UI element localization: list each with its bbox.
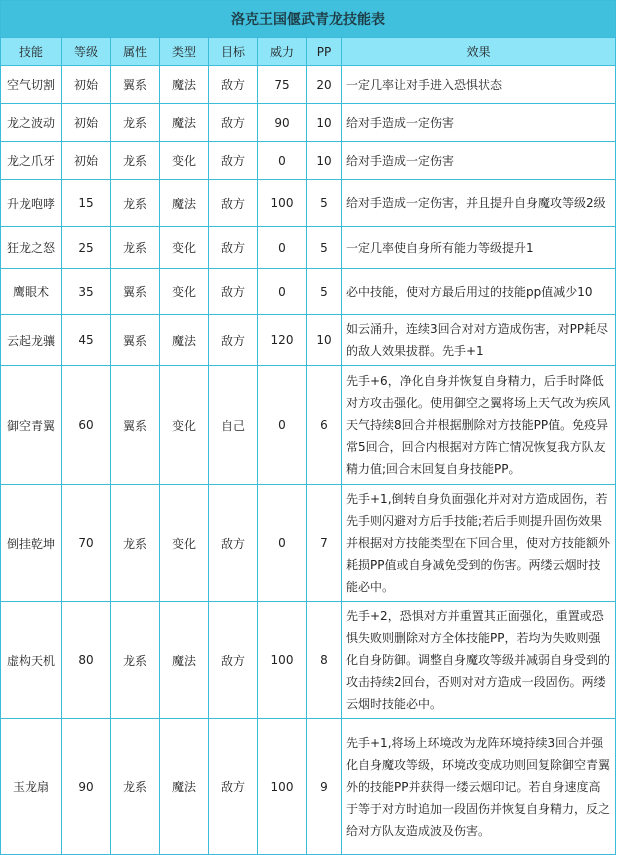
skill-attribute: 龙系 bbox=[111, 180, 160, 227]
skill-attribute: 翼系 bbox=[111, 315, 160, 366]
skill-name: 鹰眼术 bbox=[1, 269, 62, 315]
skill-power: 90 bbox=[258, 104, 307, 142]
header-power: 威力 bbox=[258, 38, 307, 66]
skill-effect: 先手+2，恐惧对方并重置其正面强化，重置或恐惧失败则删除对方全体技能PP，若均为失败则强化自身防御。调整自身魔攻等级并减弱自身受到的攻击持续2回台，否则对对方造成一段固伤。两缕云烟时技能必中。 bbox=[342, 602, 616, 719]
table-title: 洛克王国偃武青龙技能表 bbox=[1, 1, 616, 38]
skill-target: 敌方 bbox=[209, 485, 258, 602]
table-row bbox=[1, 366, 616, 485]
skill-type: 变化 bbox=[160, 269, 209, 315]
table-row bbox=[1, 269, 616, 315]
table-row bbox=[1, 315, 616, 366]
skill-pp: 5 bbox=[307, 180, 342, 227]
skill-target: 敌方 bbox=[209, 66, 258, 104]
skill-power: 0 bbox=[258, 366, 307, 485]
skill-target: 敌方 bbox=[209, 719, 258, 855]
skill-power: 0 bbox=[258, 142, 307, 180]
skill-attribute: 翼系 bbox=[111, 269, 160, 315]
skill-name: 龙之波动 bbox=[1, 104, 62, 142]
table-row bbox=[1, 602, 616, 719]
table-row bbox=[1, 142, 616, 180]
skill-effect: 必中技能，使对方最后用过的技能pp值减少10 bbox=[342, 269, 616, 315]
header-pp: PP bbox=[307, 38, 342, 66]
table-row bbox=[1, 104, 616, 142]
skill-attribute: 翼系 bbox=[111, 66, 160, 104]
skill-attribute: 龙系 bbox=[111, 602, 160, 719]
skill-power: 100 bbox=[258, 719, 307, 855]
skill-power: 0 bbox=[258, 485, 307, 602]
skill-name: 空气切割 bbox=[1, 66, 62, 104]
skill-type: 魔法 bbox=[160, 66, 209, 104]
skill-name: 龙之爪牙 bbox=[1, 142, 62, 180]
skill-level: 70 bbox=[62, 485, 111, 602]
skill-level: 80 bbox=[62, 602, 111, 719]
skill-target: 敌方 bbox=[209, 227, 258, 269]
skill-pp: 8 bbox=[307, 602, 342, 719]
skill-target: 敌方 bbox=[209, 315, 258, 366]
skill-pp: 7 bbox=[307, 485, 342, 602]
skill-target: 敌方 bbox=[209, 602, 258, 719]
skill-effect: 一定几率让对手进入恐惧状态 bbox=[342, 66, 616, 104]
skill-pp: 10 bbox=[307, 104, 342, 142]
skill-type: 魔法 bbox=[160, 602, 209, 719]
skill-type: 变化 bbox=[160, 227, 209, 269]
skill-pp: 20 bbox=[307, 66, 342, 104]
skill-target: 敌方 bbox=[209, 142, 258, 180]
skill-pp: 5 bbox=[307, 269, 342, 315]
table-row bbox=[1, 719, 616, 855]
skill-effect: 给对手造成一定伤害 bbox=[342, 104, 616, 142]
skill-level: 90 bbox=[62, 719, 111, 855]
header-level: 等级 bbox=[62, 38, 111, 66]
header-skill: 技能 bbox=[1, 38, 62, 66]
skill-power: 120 bbox=[258, 315, 307, 366]
skill-attribute: 龙系 bbox=[111, 227, 160, 269]
skill-name: 倒挂乾坤 bbox=[1, 485, 62, 602]
table-row bbox=[1, 66, 616, 104]
header-row bbox=[1, 38, 616, 66]
skill-power: 75 bbox=[258, 66, 307, 104]
skill-target: 敌方 bbox=[209, 104, 258, 142]
skill-name: 云起龙骧 bbox=[1, 315, 62, 366]
header-attribute: 属性 bbox=[111, 38, 160, 66]
skill-pp: 6 bbox=[307, 366, 342, 485]
header-effect: 效果 bbox=[342, 38, 616, 66]
skill-level: 35 bbox=[62, 269, 111, 315]
skill-pp: 10 bbox=[307, 142, 342, 180]
skill-effect: 先手+6，净化自身并恢复自身精力，后手时降低对方攻击强化。使用御空之翼将场上天气改为疾风天气持续8回合并根据删除对方技能PP值。免疫异常5回合，回合内根据对方阵亡情况恢复我方队友精力值;回合末回复自身技能PP。 bbox=[342, 366, 616, 485]
skill-level: 25 bbox=[62, 227, 111, 269]
skill-attribute: 龙系 bbox=[111, 719, 160, 855]
skill-type: 变化 bbox=[160, 142, 209, 180]
skill-pp: 5 bbox=[307, 227, 342, 269]
skill-type: 魔法 bbox=[160, 315, 209, 366]
table-row bbox=[1, 227, 616, 269]
skill-attribute: 翼系 bbox=[111, 366, 160, 485]
skill-level: 初始 bbox=[62, 142, 111, 180]
skill-attribute: 龙系 bbox=[111, 104, 160, 142]
skill-level: 15 bbox=[62, 180, 111, 227]
table-row bbox=[1, 180, 616, 227]
skill-effect: 先手+1,倒转自身负面强化并对对方造成固伤，若先手则闪避对方后手技能;若后手则提升固伤效果并根据对方技能类型在下回合里，使对方技能额外耗损PP值或自身减免受到的伤害。两缕云烟时技能必中。 bbox=[342, 485, 616, 602]
skill-type: 变化 bbox=[160, 485, 209, 602]
skill-level: 初始 bbox=[62, 66, 111, 104]
skill-target: 自己 bbox=[209, 366, 258, 485]
skill-power: 0 bbox=[258, 269, 307, 315]
skill-effect: 一定几率使自身所有能力等级提升1 bbox=[342, 227, 616, 269]
skill-attribute: 龙系 bbox=[111, 485, 160, 602]
skill-type: 魔法 bbox=[160, 180, 209, 227]
header-target: 目标 bbox=[209, 38, 258, 66]
skill-level: 初始 bbox=[62, 104, 111, 142]
skill-effect: 如云涌升，连续3回合对对方造成伤害，对PP耗尽的敌人效果拔群。先手+1 bbox=[342, 315, 616, 366]
skill-power: 100 bbox=[258, 180, 307, 227]
skill-name: 狂龙之怒 bbox=[1, 227, 62, 269]
skill-type: 魔法 bbox=[160, 104, 209, 142]
skill-level: 60 bbox=[62, 366, 111, 485]
skill-name: 虚构天机 bbox=[1, 602, 62, 719]
skill-pp: 10 bbox=[307, 315, 342, 366]
skill-effect: 先手+1,将场上环境改为龙阵环境持续3回合并强化自身魔攻等级，环境改变成功则回复除御空青翼外的技能PP并获得一缕云烟印记。若自身速度高于等于对方时追加一段固伤并恢复自身精力，反之给对方队友造成波及伤害。 bbox=[342, 719, 616, 855]
skill-name: 御空青翼 bbox=[1, 366, 62, 485]
header-type: 类型 bbox=[160, 38, 209, 66]
skill-power: 0 bbox=[258, 227, 307, 269]
skill-effect: 给对手造成一定伤害，并且提升自身魔攻等级2级 bbox=[342, 180, 616, 227]
skill-type: 魔法 bbox=[160, 719, 209, 855]
skill-type: 变化 bbox=[160, 366, 209, 485]
skill-target: 敌方 bbox=[209, 269, 258, 315]
skill-name: 玉龙扇 bbox=[1, 719, 62, 855]
table-row bbox=[1, 485, 616, 602]
skill-level: 45 bbox=[62, 315, 111, 366]
skill-attribute: 龙系 bbox=[111, 142, 160, 180]
skill-target: 敌方 bbox=[209, 180, 258, 227]
skill-pp: 9 bbox=[307, 719, 342, 855]
skill-name: 升龙咆哮 bbox=[1, 180, 62, 227]
skill-power: 100 bbox=[258, 602, 307, 719]
skill-effect: 给对手造成一定伤害 bbox=[342, 142, 616, 180]
